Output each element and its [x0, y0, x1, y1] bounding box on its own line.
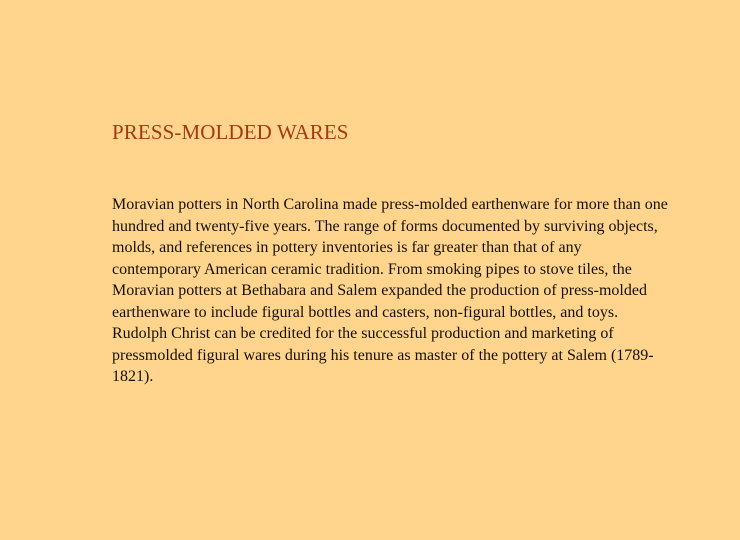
article: [112, 118, 672, 388]
body-paragraph: Moravian potters in North Carolina made press-molded earthenware for more than one hundred and twenty-five years. The range of forms documented by surviving objects, molds, and references in pottery inventories is far greater than that of any contemporary American ceramic tradition. From smoking pipes to stove tiles, the Moravian potters at Bethabara and Salem expanded the production of press-molded earthenware to include figural bottles and casters, non-figural bottles, and toys. Rudolph Christ can be credited for the successful production and marketing of pressmolded figural wares during his tenure as master of the pottery at Salem (1789-1821).: [112, 196, 668, 385]
page-title: PRESS-MOLDED WARES: [112, 120, 349, 144]
